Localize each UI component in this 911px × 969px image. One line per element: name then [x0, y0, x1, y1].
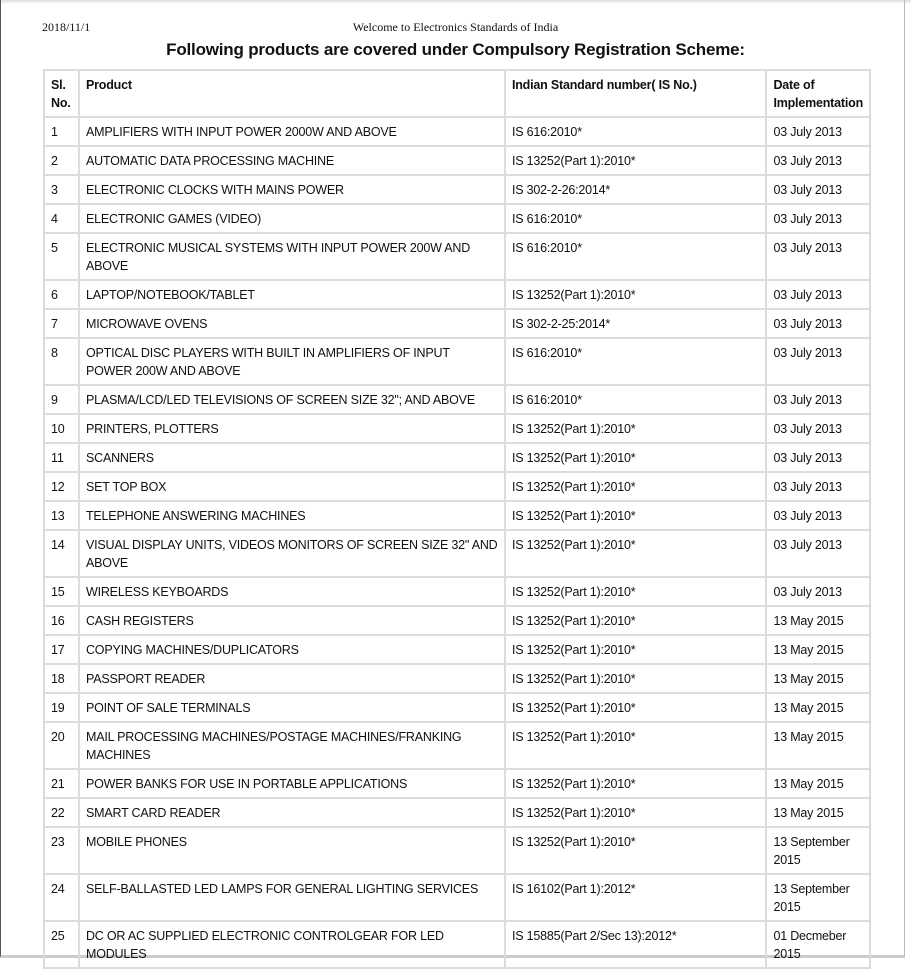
table-row: [44, 233, 870, 280]
table-row: [44, 664, 870, 693]
date-cell: 03 July 2013: [766, 530, 870, 577]
sl-no-cell: 24: [44, 874, 79, 921]
is-number-cell: IS 16102(Part 1):2012*: [505, 874, 766, 921]
header-product: Product: [79, 70, 505, 117]
table-row: [44, 414, 870, 443]
sl-no-cell: 20: [44, 722, 79, 769]
sl-no-cell: 5: [44, 233, 79, 280]
product-cell: DC OR AC SUPPLIED ELECTRONIC CONTROLGEAR FOR LED MODULES: [79, 921, 505, 968]
sl-no-cell: 8: [44, 338, 79, 385]
table-row: [44, 769, 870, 798]
date-cell: 03 July 2013: [766, 577, 870, 606]
product-cell: AMPLIFIERS WITH INPUT POWER 2000W AND ABOVE: [79, 117, 505, 146]
sl-no-cell: 4: [44, 204, 79, 233]
product-cell: WIRELESS KEYBOARDS: [79, 577, 505, 606]
date-cell: 03 July 2013: [766, 175, 870, 204]
product-cell: ELECTRONIC MUSICAL SYSTEMS WITH INPUT POWER 200W AND ABOVE: [79, 233, 505, 280]
table-row: [44, 635, 870, 664]
date-cell: 03 July 2013: [766, 309, 870, 338]
sl-no-cell: 11: [44, 443, 79, 472]
product-cell: CASH REGISTERS: [79, 606, 505, 635]
date-cell: 13 May 2015: [766, 722, 870, 769]
date-cell: 03 July 2013: [766, 280, 870, 309]
is-number-cell: IS 616:2010*: [505, 338, 766, 385]
table-row: [44, 204, 870, 233]
table-row: [44, 280, 870, 309]
date-cell: 13 May 2015: [766, 606, 870, 635]
is-number-cell: IS 13252(Part 1):2010*: [505, 769, 766, 798]
date-cell: 01 Decmeber 2015: [766, 921, 870, 968]
table-row: [44, 443, 870, 472]
table-row: [44, 577, 870, 606]
is-number-cell: IS 616:2010*: [505, 385, 766, 414]
date-cell: 03 July 2013: [766, 233, 870, 280]
date-cell: 03 July 2013: [766, 117, 870, 146]
product-cell: LAPTOP/NOTEBOOK/TABLET: [79, 280, 505, 309]
date-cell: 13 May 2015: [766, 664, 870, 693]
is-number-cell: IS 616:2010*: [505, 233, 766, 280]
table-row: [44, 606, 870, 635]
is-number-cell: IS 616:2010*: [505, 117, 766, 146]
products-table: [43, 69, 871, 969]
table-row: [44, 921, 870, 968]
product-cell: TELEPHONE ANSWERING MACHINES: [79, 501, 505, 530]
table-row: [44, 117, 870, 146]
is-number-cell: IS 15885(Part 2/Sec 13):2012*: [505, 921, 766, 968]
product-cell: MAIL PROCESSING MACHINES/POSTAGE MACHINES/FRANKING MACHINES: [79, 722, 505, 769]
is-number-cell: IS 13252(Part 1):2010*: [505, 414, 766, 443]
is-number-cell: IS 13252(Part 1):2010*: [505, 635, 766, 664]
table-row: [44, 874, 870, 921]
sl-no-cell: 10: [44, 414, 79, 443]
date-cell: 03 July 2013: [766, 338, 870, 385]
is-number-cell: IS 13252(Part 1):2010*: [505, 443, 766, 472]
is-number-cell: IS 13252(Part 1):2010*: [505, 530, 766, 577]
is-number-cell: IS 13252(Part 1):2010*: [505, 798, 766, 827]
is-number-cell: IS 302-2-25:2014*: [505, 309, 766, 338]
table-row: [44, 693, 870, 722]
is-number-cell: IS 13252(Part 1):2010*: [505, 472, 766, 501]
product-cell: PRINTERS, PLOTTERS: [79, 414, 505, 443]
is-number-cell: IS 13252(Part 1):2010*: [505, 693, 766, 722]
header-sl-no: Sl. No.: [44, 70, 79, 117]
product-cell: MICROWAVE OVENS: [79, 309, 505, 338]
product-cell: ELECTRONIC CLOCKS WITH MAINS POWER: [79, 175, 505, 204]
is-number-cell: IS 13252(Part 1):2010*: [505, 501, 766, 530]
table-row: [44, 501, 870, 530]
is-number-cell: IS 13252(Part 1):2010*: [505, 664, 766, 693]
product-cell: SELF-BALLASTED LED LAMPS FOR GENERAL LIGHTING SERVICES: [79, 874, 505, 921]
is-number-cell: IS 13252(Part 1):2010*: [505, 146, 766, 175]
header-is-number: Indian Standard number( IS No.): [505, 70, 766, 117]
product-cell: MOBILE PHONES: [79, 827, 505, 874]
product-cell: VISUAL DISPLAY UNITS, VIDEOS MONITORS OF SCREEN SIZE 32" AND ABOVE: [79, 530, 505, 577]
sl-no-cell: 17: [44, 635, 79, 664]
page-title: Following products are covered under Compulsory Registration Scheme:: [166, 40, 745, 59]
product-cell: PASSPORT READER: [79, 664, 505, 693]
is-number-cell: IS 616:2010*: [505, 204, 766, 233]
table-row: [44, 338, 870, 385]
product-cell: PLASMA/LCD/LED TELEVISIONS OF SCREEN SIZE 32"; AND ABOVE: [79, 385, 505, 414]
is-number-cell: IS 13252(Part 1):2010*: [505, 577, 766, 606]
table-row: [44, 146, 870, 175]
product-cell: OPTICAL DISC PLAYERS WITH BUILT IN AMPLIFIERS OF INPUT POWER 200W AND ABOVE: [79, 338, 505, 385]
table-row: [44, 309, 870, 338]
header-date: Date of Implementation: [766, 70, 870, 117]
date-cell: 03 July 2013: [766, 472, 870, 501]
date-cell: 03 July 2013: [766, 146, 870, 175]
sl-no-cell: 3: [44, 175, 79, 204]
sl-no-cell: 21: [44, 769, 79, 798]
is-number-cell: IS 13252(Part 1):2010*: [505, 827, 766, 874]
sl-no-cell: 6: [44, 280, 79, 309]
table-row: [44, 798, 870, 827]
sl-no-cell: 15: [44, 577, 79, 606]
is-number-cell: IS 13252(Part 1):2010*: [505, 722, 766, 769]
sl-no-cell: 1: [44, 117, 79, 146]
date-cell: 03 July 2013: [766, 204, 870, 233]
table-row: [44, 385, 870, 414]
date-cell: 13 September 2015: [766, 874, 870, 921]
date-cell: 13 May 2015: [766, 635, 870, 664]
sl-no-cell: 7: [44, 309, 79, 338]
table-row: [44, 175, 870, 204]
product-cell: AUTOMATIC DATA PROCESSING MACHINE: [79, 146, 505, 175]
sl-no-cell: 9: [44, 385, 79, 414]
print-date: 2018/11/1: [42, 20, 91, 34]
page-header: Welcome to Electronics Standards of India: [352, 20, 559, 34]
date-cell: 03 July 2013: [766, 385, 870, 414]
product-cell: SCANNERS: [79, 443, 505, 472]
product-cell: COPYING MACHINES/DUPLICATORS: [79, 635, 505, 664]
sl-no-cell: 18: [44, 664, 79, 693]
date-cell: 13 May 2015: [766, 769, 870, 798]
product-cell: SMART CARD READER: [79, 798, 505, 827]
sl-no-cell: 12: [44, 472, 79, 501]
table-header-row: [44, 70, 870, 117]
table-row: [44, 827, 870, 874]
product-cell: SET TOP BOX: [79, 472, 505, 501]
sl-no-cell: 2: [44, 146, 79, 175]
date-cell: 13 September 2015: [766, 827, 870, 874]
sl-no-cell: 22: [44, 798, 79, 827]
date-cell: 03 July 2013: [766, 443, 870, 472]
sl-no-cell: 14: [44, 530, 79, 577]
table-row: [44, 722, 870, 769]
sl-no-cell: 25: [44, 921, 79, 968]
sl-no-cell: 13: [44, 501, 79, 530]
is-number-cell: IS 13252(Part 1):2010*: [505, 280, 766, 309]
date-cell: 13 May 2015: [766, 798, 870, 827]
date-cell: 03 July 2013: [766, 414, 870, 443]
is-number-cell: IS 302-2-26:2014*: [505, 175, 766, 204]
table-row: [44, 530, 870, 577]
sl-no-cell: 16: [44, 606, 79, 635]
product-cell: ELECTRONIC GAMES (VIDEO): [79, 204, 505, 233]
product-cell: POWER BANKS FOR USE IN PORTABLE APPLICATIONS: [79, 769, 505, 798]
product-cell: POINT OF SALE TERMINALS: [79, 693, 505, 722]
sl-no-cell: 23: [44, 827, 79, 874]
table-row: [44, 472, 870, 501]
date-cell: 13 May 2015: [766, 693, 870, 722]
sl-no-cell: 19: [44, 693, 79, 722]
is-number-cell: IS 13252(Part 1):2010*: [505, 606, 766, 635]
date-cell: 03 July 2013: [766, 501, 870, 530]
